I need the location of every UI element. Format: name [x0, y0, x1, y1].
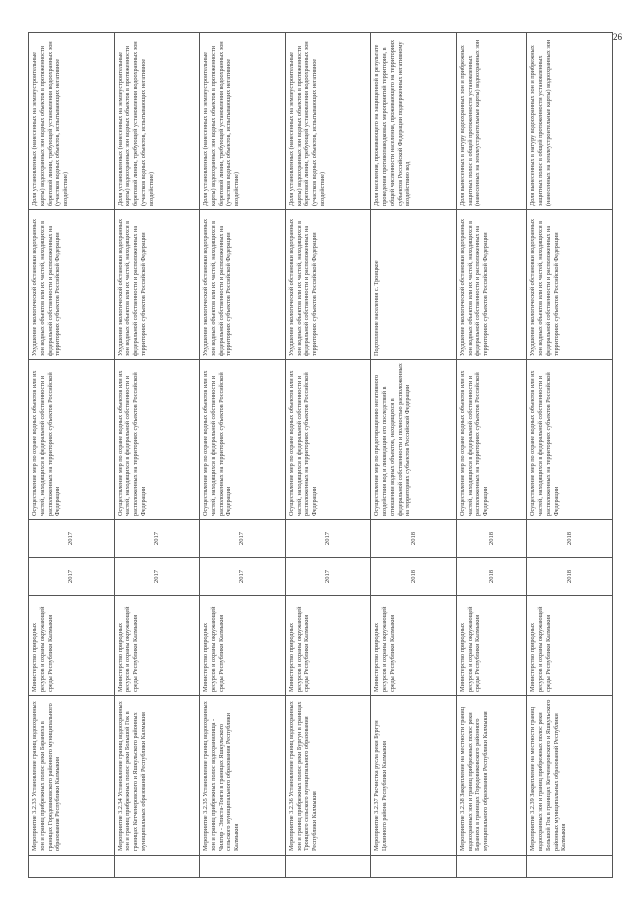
start-year-cell: 2017: [114, 558, 200, 596]
indicator-relation-cell: Доля установленных (нанесенных на землеустроительные карты) водоохранных зон водных объектов в протяженности береговой линии, требующей установления водоохранных зон (участков водных объектов, испытывающих негативное воздействие): [285, 33, 371, 210]
expected-result-cell: Осуществление мер по предотвращению негативного воздействия вод и ликвидации его последствий в отношении водных объектов, находящихся в федеральной собственности и полностью расположенных на территориях субъектов Российской Федерации: [371, 360, 457, 520]
measure-cell: Мероприятие 3.2.34 Установление границ водоохранных зон и границ прибрежных полос реки Большой Гок в границах Кетченеровского и Яшкульского районных муниципальных образований Республики Калмыкия: [114, 696, 200, 856]
end-year-cell: 2017: [29, 520, 115, 558]
indicator-relation-cell: Доля установленных (нанесенных на землеустроительные карты) водоохранных зон водных объектов в протяженности береговой линии, требующей установления водоохранных зон (участков водных объектов, испытывающих негативное воздействие): [200, 33, 286, 210]
measure-cell: Мероприятие 3.2.36 Установление границ водоохранных зон и границ прибрежных полос реки Бургун в границах Троицкого сельского муниципального образования Республики Калмыкия: [285, 696, 371, 856]
consequences-cell: Ухудшение экологической обстановки водохранных зон водных объектов или их частей, находящихся в федеральной собственности и расположенных на территориях субъектов Российской Федерации: [114, 210, 200, 360]
table-row: [371, 33, 457, 878]
measure-cell: Мероприятие 3.2.38 Закрепление на местности границ водоохранных зон и границ прибрежных полос реки Бараниха в границах Городовиковского районного муниципального образования Республики Калмыкия: [456, 696, 526, 856]
executor-cell: Министерство природных ресурсов и охраны окружающей среды Республики Калмыкия: [527, 596, 613, 696]
indicator-relation-cell: Доля установленных (нанесенных на землеустроительные карты) водоохранных зон водных объектов в протяженности береговой линии, требующей установления водоохранных зон (участков водных объектов, испытывающих негативное воздействие): [29, 33, 115, 210]
expected-result-cell: Осуществление мер по охране водных объектов или их частей, находящихся в федеральной собственности и расположенных на территориях субъектов Российской Федерации: [114, 360, 200, 520]
page-number: 26: [613, 32, 622, 42]
start-year-cell: 2017: [200, 558, 286, 596]
end-year-cell: 2017: [285, 520, 371, 558]
end-year-cell: 2017: [200, 520, 286, 558]
end-year-cell: 2018: [371, 520, 457, 558]
table-row: [200, 33, 286, 878]
end-year-cell: 2017: [114, 520, 200, 558]
start-year-cell: 2018: [527, 558, 613, 596]
row-number-cell: [456, 856, 526, 878]
indicator-relation-cell: Доля вынесенных в натуру водоохранных зон и прибрежных защитных полос в общей протяженности установленных (нанесенных на землеустроительные карты) водоохранных зон: [527, 33, 613, 210]
executor-cell: Министерство природных ресурсов и охраны окружающей среды Республики Калмыкия: [371, 596, 457, 696]
consequences-cell: Ухудшение экологической обстановки водохранных зон водных объектов или их частей, находящихся в федеральной собственности и расположенных на территориях субъектов Российской Федерации: [29, 210, 115, 360]
start-year-cell: 2017: [29, 558, 115, 596]
indicator-relation-cell: Доля вынесенных в натуру водоохранных зон и прибрежных защитных полос в общей протяженности установленных (нанесенных на землеустроительные карты) водоохранных зон: [456, 33, 526, 210]
measures-table-rotated: [28, 33, 613, 878]
table-row: [285, 33, 371, 878]
consequences-cell: Ухудшение экологической обстановки водохранных зон водных объектов или их частей, находящихся в федеральной собственности и расположенных на территориях субъектов Российской Федерации: [527, 210, 613, 360]
expected-result-cell: Осуществление мер по охране водных объектов или их частей, находящихся в федеральной собственности и расположенных на территориях субъектов Российской Федерации: [200, 360, 286, 520]
start-year-cell: 2018: [456, 558, 526, 596]
row-number-cell: [114, 856, 200, 878]
row-number-cell: [29, 856, 115, 878]
table-row: [29, 33, 115, 878]
measure-cell: Мероприятие 3.2.33 Установление границ водоохранных зон и границ прибрежных полос реки Бараниха в границах Городовиковского районного муниципального образования Республики Калмыкия: [29, 696, 115, 856]
table-row: [527, 33, 613, 878]
consequences-cell: Ухудшение экологической обстановки водохранных зон водных объектов или их частей, находящихся в федеральной собственности и расположенных на территориях субъектов Российской Федерации: [285, 210, 371, 360]
executor-cell: Министерство природных ресурсов и охраны окружающей среды Республики Калмыкия: [285, 596, 371, 696]
table-row: [456, 33, 526, 878]
measures-table: [28, 32, 613, 878]
table-row: [114, 33, 200, 878]
start-year-cell: 2017: [285, 558, 371, 596]
executor-cell: Министерство природных ресурсов и охраны окружающей среды Республики Калмыкия: [200, 596, 286, 696]
executor-cell: Министерство природных ресурсов и охраны окружающей среды Республики Калмыкия: [456, 596, 526, 696]
row-number-cell: [200, 856, 286, 878]
executor-cell: Министерство природных ресурсов и охраны окружающей среды Республики Калмыкия: [29, 596, 115, 696]
table-body: [29, 33, 613, 878]
expected-result-cell: Осуществление мер по охране водных объектов или их частей, находящихся в федеральной собственности и расположенных на территориях субъектов Российской Федерации: [285, 360, 371, 520]
measure-cell: Мероприятие 3.2.35 Установление границ водоохранных зон и границ прибрежных полос водохранилища - Чилгир - Элиста-Тонги в границах Яшкульского сельского муниципального образования Республики Калмыкия: [200, 696, 286, 856]
expected-result-cell: Осуществление мер по охране водных объектов или их частей, находящихся в федеральной собственности и расположенных на территориях субъектов Российской Федерации: [456, 360, 526, 520]
indicator-relation-cell: Доля установленных (нанесенных на землеустроительные карты) водоохранных зон водных объектов в протяженности береговой линии, требующей установления водоохранных зон (участков водных объектов, испытывающих негативное воздействие): [114, 33, 200, 210]
start-year-cell: 2018: [371, 558, 457, 596]
consequences-cell: Подтопление населения с. Троицкое: [371, 210, 457, 360]
consequences-cell: Ухудшение экологической обстановки водохранных зон водных объектов или их частей, находящихся в федеральной собственности и расположенных на территориях субъектов Российской Федерации: [200, 210, 286, 360]
end-year-cell: 2018: [527, 520, 613, 558]
row-number-cell: [285, 856, 371, 878]
row-number-cell: [371, 856, 457, 878]
expected-result-cell: Осуществление мер по охране водных объектов или их частей, находящихся в федеральной собственности и расположенных на территориях субъектов Российской Федерации: [29, 360, 115, 520]
end-year-cell: 2018: [456, 520, 526, 558]
expected-result-cell: Осуществление мер по охране водных объектов или их частей, находящихся в федеральной собственности и расположенных на территориях субъектов Российской Федерации: [527, 360, 613, 520]
measure-cell: Мероприятие 3.2.37 Расчистка русла реки Бургун Целинного района Республики Калмыкия: [371, 696, 457, 856]
consequences-cell: Ухудшение экологической обстановки водохранных зон водных объектов или их частей, находящихся в федеральной собственности и расположенных на территориях субъектов Российской Федерации: [456, 210, 526, 360]
indicator-relation-cell: Доля населения, проживающего на защищенной в результате проведения противопаводковых мероприятий территории, в общей численности населения, проживающего на территориях субъектов Российской Федерации подверженных негативному воздействию вод: [371, 33, 457, 210]
row-number-cell: [527, 856, 613, 878]
executor-cell: Министерство природных ресурсов и охраны окружающей среды Республики Калмыкия: [114, 596, 200, 696]
measure-cell: Мероприятие 3.2.39 Закрепление на местности границ водоохранных зон и границ прибрежных полос реки Большой Гок в границах Кетченеровского и Яшкульского районных муниципальных образований Республики Калмыкия: [527, 696, 613, 856]
